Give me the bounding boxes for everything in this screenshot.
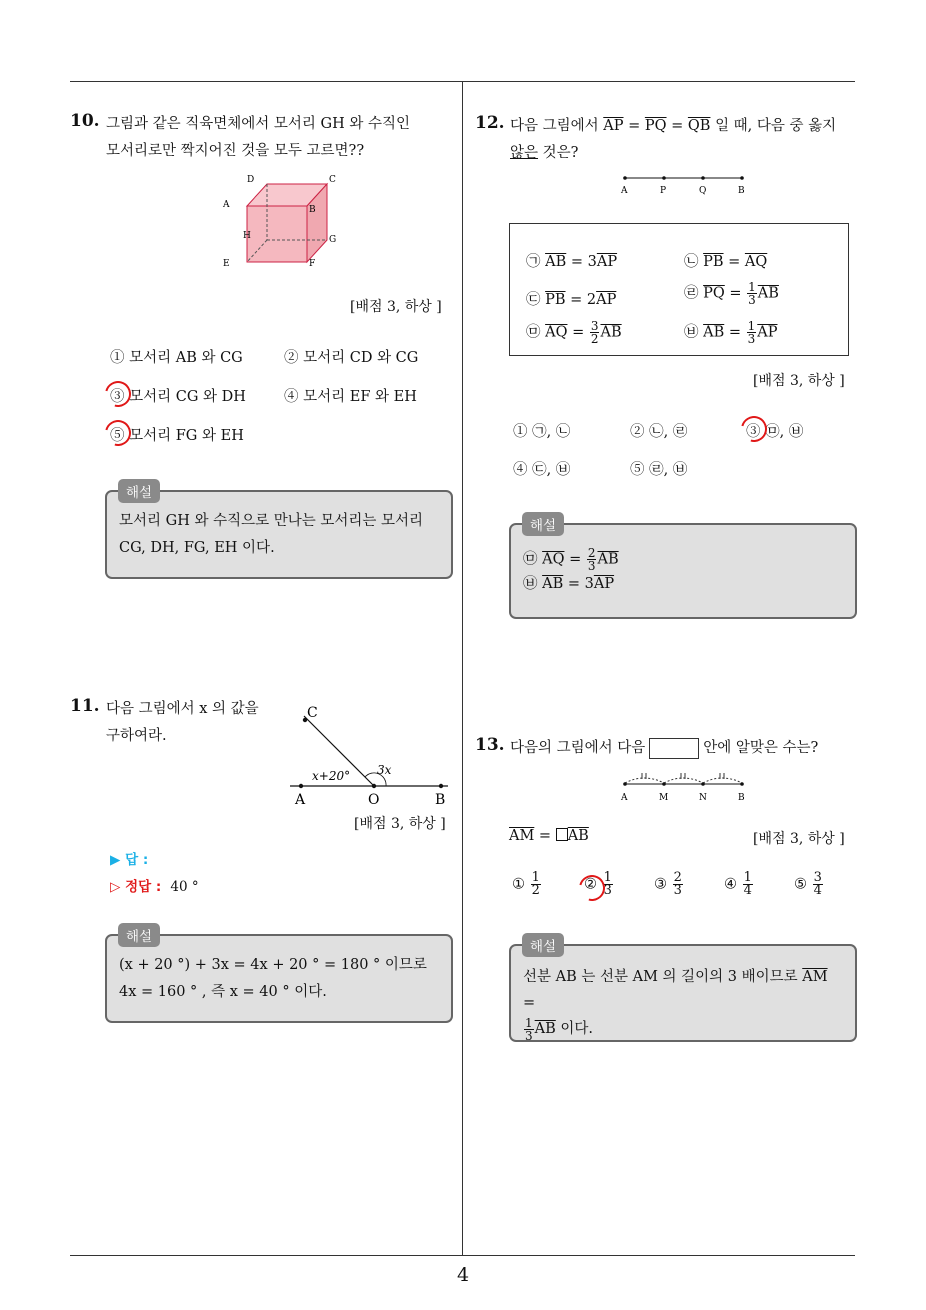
question-12-text: 다음 그림에서 $\overline{AP} = \overline{PQ} = \overline{QB}$ 일 때, 다음 중 옳지 않은 것은? — [510, 118, 837, 161]
statement-3: ㉢ $\overline{PB} = 2\overline{AP}$ — [526, 292, 617, 308]
score-q13: [배점 3, 하상 ] — [753, 831, 845, 847]
explanation-box-q10: 모서리 GH 와 수직으로 만나는 모서리는 모서리 CG, DH, FG, EH 이다. — [105, 490, 453, 579]
equation-q13: $\overline{AM} = \overline{AB}$ — [509, 828, 589, 844]
explanation-box-q11: (x + 20 °) + 3x = 4x + 20 ° = 180 ° 이므로 4x = 160 ° , 즉 x = 40 ° 이다. — [105, 934, 453, 1023]
statement-2: ㉡ $\overline{PB} = \overline{AQ}$ — [684, 254, 768, 270]
svg-text:A: A — [621, 793, 628, 803]
question-10 — [70, 111, 100, 131]
label-A: A — [295, 792, 306, 808]
svg-text:P: P — [660, 186, 667, 196]
blank-square-icon — [556, 828, 568, 841]
question-13 — [475, 735, 505, 755]
answer-label: ▶ 답 : — [110, 852, 149, 868]
column-divider — [462, 82, 463, 1256]
question-13-text: 다음의 그림에서 다음 안에 알맞은 수는? — [510, 735, 855, 762]
cuboid-figure — [215, 170, 345, 270]
svg-text:A: A — [621, 186, 628, 196]
choice-5[interactable]: ⑤ 모서리 FG 와 EH — [110, 428, 244, 444]
label-G: G — [329, 235, 337, 245]
choice-4[interactable]: ④ ㉢, ㉥ — [513, 462, 571, 478]
statement-1: ㉠ $\overline{AB} = 3\overline{AP}$ — [526, 254, 618, 270]
choice-3[interactable]: ③ ㉤, ㉥ — [746, 424, 804, 440]
page-number: 4 — [456, 1264, 470, 1286]
label-O: O — [368, 792, 380, 808]
correct-answer-value: 40 ° — [170, 879, 199, 895]
answer-circle-mark — [100, 376, 136, 412]
score-q11: [배점 3, 하상 ] — [354, 816, 446, 832]
label-A: A — [223, 200, 230, 210]
svg-text:Q: Q — [699, 186, 707, 196]
label-B: B — [435, 792, 446, 808]
question-11-text: 다음 그림에서 x 의 값을 구하여라. — [106, 701, 259, 744]
question-10-text: 그림과 같은 직육면체에서 모서리 GH 와 수직인 모서리로만 짝지어진 것을 모두 고르면?? — [106, 116, 411, 159]
question-number: 11. — [70, 696, 100, 716]
question-12 — [475, 113, 505, 133]
explanation-tag: 해설 — [118, 923, 160, 947]
choice-5[interactable]: ⑤ $\frac{3}{4}$ — [794, 870, 822, 898]
label-F: F — [309, 259, 316, 269]
label-D: D — [247, 175, 255, 185]
correct-answer: ▷ 정답 : 40 ° — [110, 879, 199, 895]
label-C: C — [307, 705, 318, 721]
angle-label-1: x+20° — [312, 769, 351, 783]
choice-1[interactable]: ① 모서리 AB 와 CG — [110, 350, 243, 366]
svg-text:B: B — [738, 793, 745, 803]
explanation-tag: 해설 — [522, 933, 564, 957]
angle-figure — [285, 700, 455, 810]
segment-figure-q12 — [615, 170, 755, 200]
choice-4[interactable]: ④ 모서리 EF 와 EH — [284, 389, 417, 405]
answer-circle-mark — [736, 411, 772, 447]
label-H: H — [243, 231, 251, 241]
choice-2[interactable]: ② $\frac{1}{3}$ — [584, 870, 612, 898]
label-E: E — [223, 259, 230, 269]
statement-5: ㉤ $\overline{AQ}$ = $\frac{3}{2}$ $\overline{AB}$ — [526, 319, 622, 346]
answer-blank-box — [649, 738, 699, 759]
svg-text:B: B — [738, 186, 745, 196]
label-C: C — [329, 175, 336, 185]
angle-label-2: 3x — [377, 763, 392, 777]
explanation-tag: 해설 — [522, 512, 564, 536]
score-q10: [배점 3, 하상 ] — [350, 299, 442, 315]
score-q12: [배점 3, 하상 ] — [753, 373, 845, 389]
explanation-box-q13: 선분 AB 는 선분 AM 의 길이의 3 배이므로 $\overline{AM}$ = $\frac{1}{3}$ $\overline{AB}$ 이다. — [509, 944, 857, 1042]
question-number: 13. — [475, 735, 505, 755]
statement-4: ㉣ $\overline{PQ}$ = $\frac{1}{3}$ $\overline{AB}$ — [684, 280, 779, 307]
choice-5[interactable]: ⑤ ㉣, ㉥ — [630, 462, 688, 478]
choice-2[interactable]: ② 모서리 CD 와 CG — [284, 350, 419, 366]
choice-4[interactable]: ④ $\frac{1}{4}$ — [724, 870, 752, 898]
choice-2[interactable]: ② ㉡, ㉣ — [630, 424, 688, 440]
question-number: 12. — [475, 113, 505, 133]
choice-3[interactable]: ③ 모서리 CG 와 DH — [110, 389, 246, 405]
svg-text:M: M — [659, 793, 669, 803]
segment-figure-q13 — [615, 770, 755, 806]
choice-1[interactable]: ① $\frac{1}{2}$ — [512, 870, 540, 898]
statement-6: ㉥ $\overline{AB}$ = $\frac{1}{3}$ $\overline{AP}$ — [684, 319, 778, 346]
bottom-rule — [70, 1255, 855, 1256]
question-number: 10. — [70, 111, 100, 131]
choice-1[interactable]: ① ㉠, ㉡ — [513, 424, 571, 440]
choice-3[interactable]: ③ $\frac{2}{3}$ — [654, 870, 682, 898]
answer-circle-mark — [100, 415, 136, 451]
explanation-tag: 해설 — [118, 479, 160, 503]
question-11 — [70, 696, 100, 716]
svg-text:N: N — [699, 793, 707, 803]
label-B: B — [309, 205, 316, 215]
explanation-box-q12: ㉤ $\overline{AQ}$ = $\frac{2}{3}$ $\overline{AB}$ ㉥ $\overline{AB} = 3\overline{AP}$ — [509, 523, 857, 619]
